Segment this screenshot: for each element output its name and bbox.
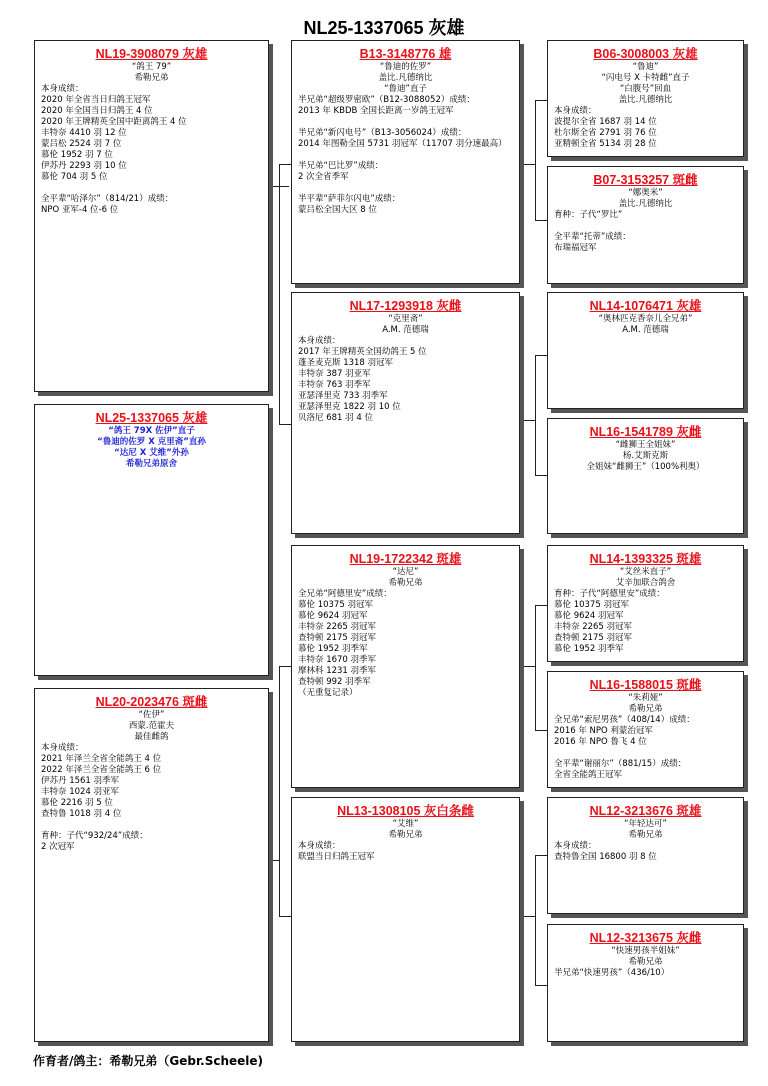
result-line: 慕伦 704 羽 5 位 bbox=[41, 172, 108, 182]
card-sire-dam bbox=[291, 292, 520, 534]
ring-number: NL14-1393325 斑雄 bbox=[589, 552, 702, 566]
pigeon-note: “闪电号 X 卡特雌”直子 bbox=[601, 73, 690, 83]
breeder: 希勒兄弟 bbox=[388, 830, 423, 840]
result-line: 育种：子代“罗比” bbox=[554, 210, 623, 220]
pigeon-note: 全姐妹“雌狮王”（100%利奥） bbox=[586, 462, 705, 472]
connector bbox=[535, 220, 547, 221]
connector bbox=[279, 164, 291, 165]
result-line: 育种：子代“阿德里安”成绩： bbox=[554, 589, 665, 599]
breeder: 艾辛加联合鸽舍 bbox=[615, 578, 676, 588]
result-line: 2016 年 NPO 鲁飞 4 位 bbox=[554, 737, 647, 747]
pigeon-note: “白腹号”回血 bbox=[619, 84, 672, 94]
connector bbox=[279, 424, 291, 425]
result-line: 半平辈“萨菲尔闪电”成绩： bbox=[298, 194, 401, 204]
result-line: 丰特奈 387 羽亚军 bbox=[298, 369, 371, 379]
breeder: 盖比.凡德纳比 bbox=[618, 199, 673, 209]
result-line: 2013 年 KBDB 全国长距离一岁鸽王冠军 bbox=[298, 106, 454, 116]
ring-number: NL12-3213676 斑雄 bbox=[589, 804, 702, 818]
result-line: 丰特奈 1024 羽亚军 bbox=[41, 787, 120, 797]
connector bbox=[279, 164, 280, 424]
result-line: 2016 年 NPO 利蒙治冠军 bbox=[554, 726, 653, 736]
result-line: 全兄弟“阿德里安”成绩： bbox=[298, 589, 392, 599]
ring-number: NL19-3908079 灰雄 bbox=[95, 47, 208, 61]
result-line: 慕伦 1952 羽季军 bbox=[554, 644, 624, 654]
result-line: 布瑞福冠军 bbox=[554, 243, 597, 253]
result-line: 本身成绩： bbox=[554, 841, 597, 851]
result-line: 蒙吕松 2524 羽 7 位 bbox=[41, 139, 122, 149]
spacer bbox=[298, 183, 513, 194]
connector bbox=[535, 855, 536, 985]
pigeon-name: “娜奥米” bbox=[628, 188, 663, 198]
footer-breeder: 作育者/鸽主：希勒兄弟（Gebr.Scheele) bbox=[33, 1054, 264, 1068]
connector bbox=[535, 855, 547, 856]
results bbox=[35, 84, 268, 216]
connector bbox=[520, 420, 535, 421]
result-line: 慕伦 1952 羽季军 bbox=[298, 644, 368, 654]
card-sdd bbox=[547, 418, 744, 534]
result-line: 查特顿 992 羽季军 bbox=[298, 677, 371, 687]
results bbox=[548, 106, 743, 150]
result-line: 2020 年全国当日归鸽王 4 位 bbox=[41, 106, 153, 116]
ring-number: B06-3008003 灰雄 bbox=[593, 47, 698, 61]
result-line: 贝洛尼 681 羽 4 位 bbox=[298, 413, 373, 423]
results bbox=[292, 589, 519, 699]
connector bbox=[520, 164, 535, 165]
pedigree-note: “鸽王 79X 佐伊”直子 bbox=[108, 426, 195, 436]
connector bbox=[535, 100, 536, 220]
results bbox=[548, 589, 743, 655]
result-line: 伊苏丹 2293 羽 10 位 bbox=[41, 161, 127, 171]
result-line: 丰特奈 2265 羽冠军 bbox=[554, 622, 633, 632]
pigeon-name: “鲁迪的佐罗” bbox=[379, 62, 432, 72]
card-dam bbox=[34, 688, 269, 1042]
results bbox=[548, 210, 743, 254]
result-line: 慕伦 10375 羽冠军 bbox=[298, 600, 373, 610]
connector bbox=[535, 100, 547, 101]
connector bbox=[279, 666, 280, 916]
result-line: 查特顿 2175 羽冠军 bbox=[298, 633, 377, 643]
result-line: 摩林科 1231 羽季军 bbox=[298, 666, 377, 676]
results bbox=[548, 841, 743, 863]
ring-number: NL14-1076471 灰雄 bbox=[589, 299, 702, 313]
breeder: 希勒兄弟 bbox=[628, 957, 663, 967]
connector bbox=[535, 355, 536, 475]
card-sss bbox=[547, 40, 744, 157]
card-dds bbox=[547, 797, 744, 914]
result-line: 全省全能鸽王冠军 bbox=[554, 770, 623, 780]
result-line: 本身成绩： bbox=[298, 336, 341, 346]
breeder: 西蒙.范霍夫 bbox=[128, 721, 175, 731]
result-line: 全兄弟“索尼男孩”（408/14）成绩： bbox=[554, 715, 695, 725]
result-line: 全平辈“哈泽尔”（814/21）成绩： bbox=[41, 194, 174, 204]
result-line: 全平辈“谢丽尔”（881/15）成绩： bbox=[554, 759, 687, 769]
connector bbox=[535, 605, 536, 730]
result-line: 波提尔全省 1687 羽 14 位 bbox=[554, 117, 657, 127]
pigeon-name: “艾丝米直子” bbox=[619, 567, 672, 577]
connector bbox=[535, 605, 547, 606]
card-sire bbox=[34, 40, 269, 392]
connector bbox=[279, 916, 291, 917]
connector bbox=[535, 475, 547, 476]
result-line: 2017 年王牌精英全国幼鸽王 5 位 bbox=[298, 347, 427, 357]
ring-number: B13-3148776 雄 bbox=[359, 47, 452, 61]
pigeon-name: “雌狮王全姐妹” bbox=[615, 440, 676, 450]
result-line: 半兄弟“巴比罗”成绩： bbox=[298, 161, 384, 171]
result-line: 联盟当日归鸽王冠军 bbox=[298, 852, 375, 862]
result-line: 2021 年泽兰全省全能鸽王 4 位 bbox=[41, 754, 162, 764]
result-line: 全平辈“托蒂”成绩： bbox=[554, 232, 631, 242]
result-line: 慕伦 2216 羽 5 位 bbox=[41, 798, 113, 808]
card-subject bbox=[34, 404, 269, 676]
result-line: 丰特奈 4410 羽 12 位 bbox=[41, 128, 127, 138]
card-dsd bbox=[547, 671, 744, 788]
result-line: 2020 年王牌精英全国中距离鸽王 4 位 bbox=[41, 117, 187, 127]
card-sire-sire bbox=[291, 40, 520, 284]
results bbox=[292, 841, 519, 863]
card-ddd bbox=[547, 924, 744, 1042]
result-line: 慕伦 9624 羽冠军 bbox=[554, 611, 624, 621]
result-line: 本身成绩： bbox=[41, 84, 84, 94]
result-line: NPO 亚军-4 位-6 位 bbox=[41, 205, 119, 215]
results bbox=[292, 336, 519, 424]
result-line: 2014 年图勒全国 5731 羽冠军（11707 羽分速最高） bbox=[298, 139, 507, 149]
pigeon-name: “达尼” bbox=[392, 567, 419, 577]
ring-number: NL25-1337065 灰雄 bbox=[95, 411, 208, 425]
result-line: 2022 年泽兰全省全能鸽王 6 位 bbox=[41, 765, 162, 775]
ring-number: NL19-1722342 斑雄 bbox=[349, 552, 462, 566]
pigeon-name: “朱莉娅” bbox=[628, 693, 663, 703]
result-line: 慕伦 9624 羽冠军 bbox=[298, 611, 368, 621]
result-line: 亚精顿全省 5134 羽 28 位 bbox=[554, 139, 657, 149]
connector bbox=[279, 666, 291, 667]
breeder: 希勒兄弟 bbox=[134, 73, 169, 83]
pedigree-note: “鲁迪的佐罗 X 克里斋”直孙 bbox=[97, 437, 206, 447]
result-line: 2 次全省季军 bbox=[298, 172, 349, 182]
pigeon-name: “年轻达可” bbox=[624, 819, 667, 829]
pedigree-note: “达尼 X 艾维”外孙 bbox=[114, 448, 189, 458]
spacer bbox=[554, 748, 737, 759]
result-line: 蓬圣麦克斯 1318 羽冠军 bbox=[298, 358, 394, 368]
connector bbox=[269, 860, 279, 861]
connector bbox=[520, 666, 535, 667]
ring-number: NL16-1588015 斑雌 bbox=[589, 678, 702, 692]
results bbox=[35, 743, 268, 853]
result-line: 丰特奈 763 羽季军 bbox=[298, 380, 371, 390]
result-line: 本身成绩： bbox=[554, 106, 597, 116]
result-line: 半兄弟“快速男孩”（436/10） bbox=[554, 968, 670, 978]
breeder: 盖比.凡德纳比 bbox=[618, 95, 673, 105]
result-line: 蒙吕松全国大区 8 位 bbox=[298, 205, 377, 215]
spacer bbox=[298, 150, 513, 161]
result-line: 慕伦 1952 羽 7 位 bbox=[41, 150, 113, 160]
breeder: 盖比.凡德纳比 bbox=[378, 73, 433, 83]
connector bbox=[535, 730, 547, 731]
result-line: 半兄弟“超级罗密欧”（B12-3088052）成绩： bbox=[298, 95, 475, 105]
result-line: 半兄弟“新闪电号”（B13-3056024）成绩： bbox=[298, 128, 467, 138]
pigeon-name: “鲁迪” bbox=[632, 62, 659, 72]
breeder: 希勒兄弟 bbox=[628, 830, 663, 840]
pigeon-name: “快速男孩半姐妹” bbox=[611, 946, 680, 956]
breeder: 杨.艾斯克斯 bbox=[622, 451, 669, 461]
results bbox=[548, 715, 743, 781]
breeder: 希勒兄弟原舍 bbox=[125, 459, 177, 469]
result-line: 丰特奈 1670 羽季军 bbox=[298, 655, 377, 665]
result-line: 慕伦 10375 羽冠军 bbox=[554, 600, 629, 610]
page-title: NL25-1337065 灰雄 bbox=[303, 18, 465, 38]
ring-number: NL17-1293918 灰雌 bbox=[349, 299, 462, 313]
result-line: 亚瑟泽里克 1822 羽 10 位 bbox=[298, 402, 401, 412]
connector bbox=[520, 916, 535, 917]
pigeon-name: “奥林匹克香奈儿全兄弟” bbox=[598, 314, 693, 324]
connector bbox=[535, 355, 547, 356]
ring-number: NL13-1308105 灰白条雌 bbox=[337, 804, 474, 818]
pigeon-name: “鸽王 79” bbox=[131, 62, 172, 72]
ring-number: B07-3153257 斑雌 bbox=[593, 173, 698, 187]
card-ssd bbox=[547, 166, 744, 284]
spacer bbox=[298, 117, 513, 128]
breeder: 希勒兄弟 bbox=[628, 704, 663, 714]
result-line: 杜尔斯全省 2791 羽 76 位 bbox=[554, 128, 657, 138]
result-line: 本身成绩： bbox=[41, 743, 84, 753]
card-sds bbox=[547, 292, 744, 409]
spacer bbox=[41, 183, 262, 194]
breeder: A.M. 范德瑞 bbox=[382, 325, 429, 335]
spacer bbox=[41, 820, 262, 831]
card-dss bbox=[547, 545, 744, 662]
ring-number: NL16-1541789 灰雌 bbox=[589, 425, 702, 439]
connector bbox=[535, 985, 547, 986]
card-dam-sire bbox=[291, 545, 520, 788]
pigeon-name: “佐伊” bbox=[138, 710, 165, 720]
ring-number: NL12-3213675 灰雌 bbox=[589, 931, 702, 945]
result-line: 2 次冠军 bbox=[41, 842, 75, 852]
results bbox=[292, 95, 519, 216]
result-line: 伊苏丹 1561 羽季军 bbox=[41, 776, 120, 786]
result-line: 2020 年全省当日归鸽王冠军 bbox=[41, 95, 151, 105]
results bbox=[548, 968, 743, 979]
result-line: （无重复记录） bbox=[298, 688, 358, 698]
result-line: 亚瑟泽里克 733 羽季军 bbox=[298, 391, 388, 401]
result-line: 本身成绩： bbox=[298, 841, 341, 851]
breeder: A.M. 范德瑞 bbox=[622, 325, 669, 335]
result-line: 查特鲁 1018 羽 4 位 bbox=[41, 809, 122, 819]
card-dam-dam bbox=[291, 797, 520, 1042]
result-line: 查特鲁全国 16800 羽 8 位 bbox=[554, 852, 657, 862]
spacer bbox=[554, 221, 737, 232]
pigeon-name: “克里斋” bbox=[388, 314, 423, 324]
result-line: 查特顿 2175 羽冠军 bbox=[554, 633, 633, 643]
ring-number: NL20-2023476 斑雌 bbox=[95, 695, 208, 709]
pigeon-name: “艾维” bbox=[392, 819, 419, 829]
pigeon-note: 最佳雌鸽 bbox=[134, 732, 169, 742]
pigeon-note: “鲁迪”直子 bbox=[384, 84, 427, 94]
breeder: 希勒兄弟 bbox=[388, 578, 423, 588]
result-line: 育种：子代“932/24”成绩： bbox=[41, 831, 148, 841]
result-line: 丰特奈 2265 羽冠军 bbox=[298, 622, 377, 632]
